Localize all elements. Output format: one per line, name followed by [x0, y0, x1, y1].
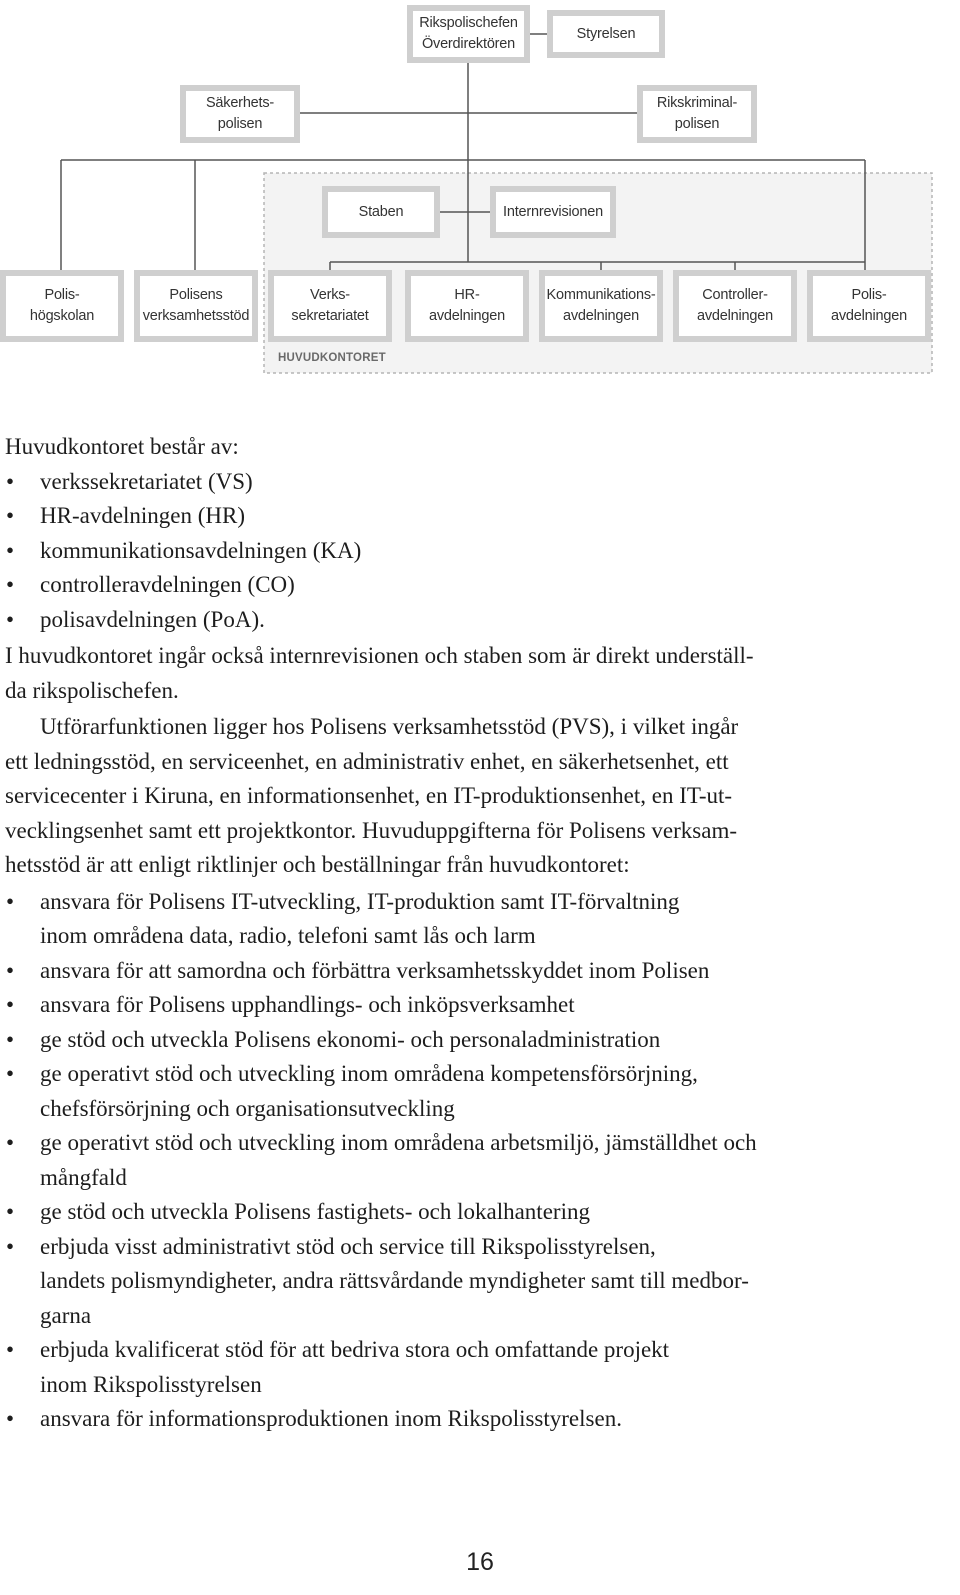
list-item-line: ge operativt stöd och utveckling inom områdena kompetensförsörjning,: [40, 1061, 698, 1086]
internrevisionen-box: [490, 186, 616, 238]
unit-box-pvs: [134, 270, 258, 342]
unit-box-polishogskolan: [0, 270, 124, 342]
unit-box-verkssekretariatet: [268, 270, 392, 342]
list-item: [5, 1402, 955, 1437]
unit-line2: avdelningen: [830, 308, 907, 324]
unit-line2: avdelningen: [696, 308, 773, 324]
rikskriminalpolisen-line1: Rikskriminal-: [656, 95, 738, 111]
rikspolischefen-line2: Överdirektören: [421, 36, 516, 52]
body-text: [5, 430, 955, 1437]
list-item-line: inom Rikspolisstyrelsen: [40, 1371, 262, 1397]
list-item: • verkssekretariatet (VS): [5, 465, 955, 500]
hq-list: [5, 465, 955, 638]
rikspolischefen-line1: Rikspolischefen: [419, 15, 518, 31]
unit-box-kommunikation: [539, 270, 663, 342]
styrelsen-box: [547, 10, 665, 58]
list-item-line: chefsförsörjning och organisationsutveckling: [40, 1095, 455, 1121]
list-item-line: landets polismyndigheter, andra rättsvårdande myndigheter samt till medbor-: [40, 1268, 749, 1293]
list-item-line: garna: [40, 1302, 92, 1328]
unit-line1: Polis-: [44, 287, 80, 303]
list-item: • kommunikationsavdelningen (KA): [5, 534, 955, 569]
paragraph-line: I huvudkontoret ingår också internrevisionen och staben som är direkt underställ-: [5, 643, 754, 668]
task-list: [5, 885, 955, 1437]
list-item-line: erbjuda visst administrativt stöd och service till Rikspolisstyrelsen,: [40, 1233, 656, 1259]
list-item-line: ansvara för att samordna och förbättra verksamhetsskyddet inom Polisen: [40, 957, 710, 983]
list-item: [5, 1057, 955, 1126]
paragraph-line: vecklingsenhet samt ett projektkontor. Huvuduppgifterna för Polisens verksam-: [5, 817, 738, 843]
list-item: [5, 988, 955, 1023]
list-item: [5, 1333, 955, 1402]
unit-line1: Kommunikations-: [546, 287, 656, 303]
unit-box-controller: [673, 270, 797, 342]
sakerhetspolisen-box: [180, 85, 300, 143]
list-item: [5, 1023, 955, 1058]
paragraph-line: Utförarfunktionen ligger hos Polisens verksamhetsstöd (PVS), i vilket ingår: [40, 714, 739, 739]
hq-intro: Huvudkontoret består av:: [5, 434, 239, 459]
list-item: [5, 1126, 955, 1195]
sakerhetspolisen-line2: polisen: [217, 116, 263, 132]
internrevisionen-label: Internrevisionen: [503, 203, 603, 220]
list-item: [5, 1195, 955, 1230]
unit-line2: verksamhetsstöd: [142, 308, 250, 324]
styrelsen-label: Styrelsen: [576, 25, 636, 42]
huvudkontoret-label: HUVUDKONTORET: [278, 352, 386, 364]
list-item: • HR-avdelningen (HR): [5, 499, 955, 534]
unit-line2: sekretariatet: [291, 308, 369, 324]
staben-label: Staben: [358, 203, 404, 220]
list-item-line: ge stöd och utveckla Polisens ekonomi- och personaladministration: [40, 1026, 661, 1052]
unit-line1: Polisens: [169, 287, 223, 303]
paragraph-pvs: [5, 710, 955, 883]
list-item-line: ansvara för Polisens IT-utveckling, IT-produktion samt IT-förvaltning: [40, 888, 680, 914]
rikskriminalpolisen-line2: polisen: [674, 116, 720, 132]
rikspolischefen-box: [407, 5, 530, 63]
unit-line1: Controller-: [702, 287, 768, 303]
list-item-line: ansvara för Polisens upphandlings- och inköpsverksamhet: [40, 992, 575, 1017]
list-item-line: ansvara för informationsproduktionen inom Rikspolisstyrelsen.: [40, 1406, 622, 1431]
page-number: 16: [466, 1548, 494, 1576]
unit-line2: avdelningen: [562, 308, 639, 324]
org-chart: [0, 0, 960, 385]
list-item-line: erbjuda kvalificerat stöd för att bedriva stora och omfattande projekt: [40, 1337, 670, 1362]
unit-box-hr: [405, 270, 529, 342]
staben-box: [322, 186, 440, 238]
list-item: • polisavdelningen (PoA).: [5, 603, 955, 638]
unit-line1: HR-: [454, 287, 480, 303]
unit-line2: högskolan: [29, 308, 95, 324]
unit-line1: Polis-: [851, 287, 887, 303]
list-item-line: ge operativt stöd och utveckling inom områdena arbetsmiljö, jämställdhet och: [40, 1130, 757, 1155]
paragraph-line: da rikspolischefen.: [5, 677, 179, 703]
paragraph-line: ett ledningsstöd, en serviceenhet, en administrativ enhet, en säkerhetsenhet, ett: [5, 748, 729, 774]
unit-line2: avdelningen: [428, 308, 505, 324]
list-item-line: inom områdena data, radio, telefoni samt lås och larm: [40, 923, 536, 948]
list-item-line: ge stöd och utveckla Polisens fastighets- och lokalhantering: [40, 1199, 590, 1224]
paragraph-line: servicecenter i Kiruna, en informationsenhet, en IT-produktionsenhet, en IT-ut-: [5, 783, 733, 808]
rikskriminalpolisen-box: [637, 85, 757, 143]
list-item-line: mångfald: [40, 1164, 127, 1190]
list-item: [5, 885, 955, 954]
paragraph-line: hetsstöd är att enligt riktlinjer och beställningar från huvudkontoret:: [5, 852, 630, 877]
list-item: [5, 1230, 955, 1334]
list-item: • controlleravdelningen (CO): [5, 568, 955, 603]
sakerhetspolisen-line1: Säkerhets-: [205, 95, 275, 111]
unit-box-polisavdelningen: [807, 270, 931, 342]
paragraph-internrevision: [5, 639, 955, 708]
unit-line1: Verks-: [310, 287, 350, 303]
list-item: [5, 954, 955, 989]
